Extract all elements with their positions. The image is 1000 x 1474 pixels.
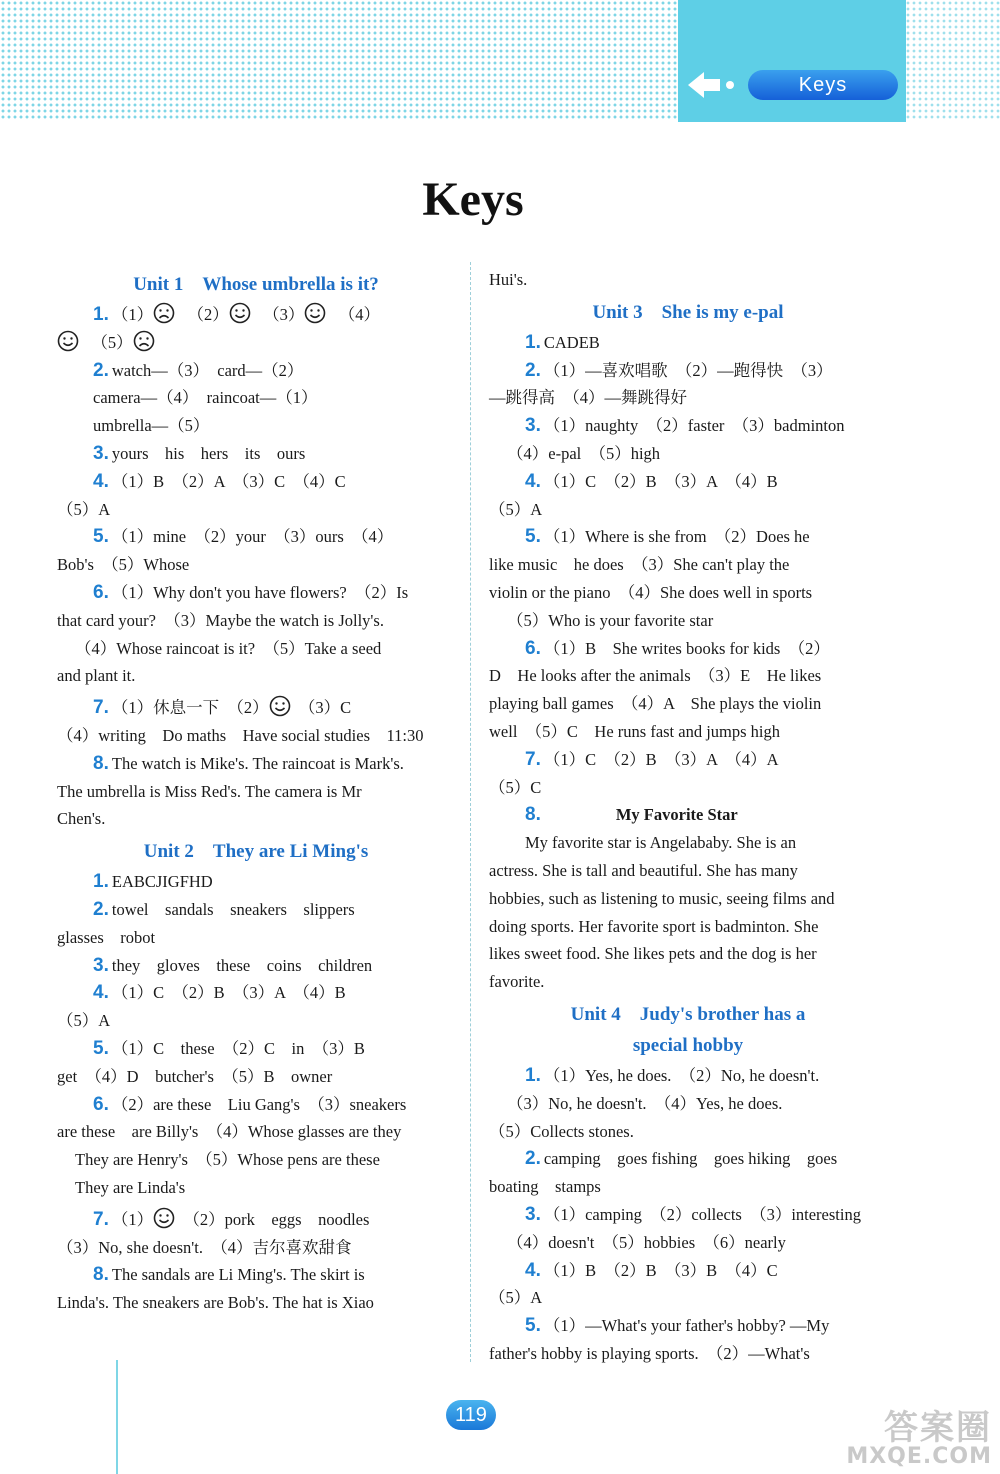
- margin-line: [116, 1360, 118, 1474]
- dot-pattern-header: [0, 0, 680, 120]
- watermark-text: 答案圈: [884, 1408, 992, 1448]
- answer-1-7-cont: （4）writing Do maths Have social studies 11:30: [57, 725, 424, 745]
- answer-1-6-cont: and plant it.: [57, 666, 136, 686]
- answer-3-4: 4. （1）C （2）B （3）A （4）B: [525, 470, 778, 492]
- unit-2-heading: Unit 2 They are Li Ming's: [143, 841, 369, 863]
- answer-4-4-cont: （5）A: [489, 1288, 543, 1308]
- unit-4-heading-cont: special hobby: [632, 1034, 744, 1056]
- answer-4-3: 3. （1）camping （2）collects （3）interesting: [525, 1203, 861, 1225]
- essay-line: actress. She is tall and beautiful. She has many: [489, 860, 798, 880]
- answer-2-8-end: Hui's.: [489, 270, 528, 289]
- answer-3-8: 8. My Favorite Star: [525, 804, 738, 826]
- answer-3-3-cont: （4）e-pal （5）high: [507, 443, 661, 463]
- unit-1-heading: Unit 1 Whose umbrella is it?: [133, 274, 379, 295]
- answer-1-8-cont: The umbrella is Miss Red's. The camera is Mr: [57, 781, 362, 801]
- answer-4-1: 1. （1）Yes, he does. （2）No, he doesn't.: [525, 1064, 820, 1086]
- smiley-face-icon: [153, 1207, 175, 1229]
- answer-1-2: 2. watch—（3） card—（2）: [93, 359, 304, 381]
- answer-2-7: 7. （1） （2）pork eggs noodles: [93, 1208, 370, 1230]
- answer-3-5-cont: violin or the piano （4）She does well in sports: [489, 582, 813, 602]
- answer-3-2-cont: —跳得高 （4）—舞跳得好: [489, 388, 687, 408]
- answer-2-8: 8. The sandals are Li Ming's. The skirt is: [93, 1264, 365, 1286]
- answer-4-1-cont: （5）Collects stones.: [489, 1121, 634, 1141]
- answer-3-6-cont: D He looks after the animals （3）E He likes: [489, 666, 822, 686]
- smiley-face-icon: [269, 695, 291, 717]
- answer-2-2-cont: glasses robot: [57, 927, 156, 947]
- answer-4-4: 4. （1）B （2）B （3）B （4）C: [525, 1259, 778, 1281]
- essay-line: likes sweet food. She likes pets and the dog is her: [489, 944, 817, 964]
- answer-2-6-cont: are these are Billy's （4）Whose glasses are they: [57, 1122, 402, 1142]
- answer-3-5: 5. （1）Where is she from （2）Does he: [525, 526, 810, 548]
- answer-2-3: 3. they gloves these coins children: [93, 954, 373, 976]
- right-column: [489, 266, 887, 1368]
- essay-title: My Favorite Star: [615, 805, 738, 825]
- watermark-url: MXQE.COM: [846, 1444, 992, 1469]
- answer-4-5-cont: father's hobby is playing sports. （2）—What's: [489, 1343, 810, 1363]
- answer-1-6-cont: that card your? （3）Maybe the watch is Jolly's.: [57, 610, 384, 630]
- answer-2-7-cont: （3）No, she doesn't. （4）吉尔喜欢甜食: [57, 1237, 352, 1257]
- answer-2-1: 1. EABCJIGFHD: [93, 871, 213, 893]
- back-arrow-icon: [686, 68, 736, 102]
- keys-section-tab[interactable]: Keys: [748, 70, 898, 100]
- answer-1-3: 3. yours his hers its ours: [93, 442, 306, 464]
- answer-1-2-cont: camera—（4） raincoat—（1）: [93, 388, 318, 408]
- answer-2-4-cont: （5）A: [57, 1011, 111, 1031]
- answer-1-5: 5. （1）mine （2）your （3）ours （4）: [93, 526, 394, 548]
- watermark-logo: [846, 1398, 1000, 1474]
- smiley-face-icon: [229, 302, 251, 324]
- answer-1-4-cont: （5）A: [57, 499, 111, 519]
- answer-4-2-cont: boating stamps: [489, 1177, 601, 1197]
- answer-1-5-cont: Bob's （5）Whose: [57, 555, 190, 575]
- answer-1-6: 6. （1）Why don't you have flowers? （2）Is: [93, 581, 409, 603]
- answer-3-1: 1. CADEB: [525, 331, 600, 353]
- answer-3-2: 2. （1）—喜欢唱歌 （2）—跑得快 （3）: [525, 359, 833, 381]
- unit-4-heading: Unit 4 Judy's brother has a: [570, 1003, 806, 1025]
- answer-1-4: 4. （1）B （2）A （3）C （4）C: [93, 470, 346, 492]
- sad-face-icon: [153, 302, 175, 324]
- answer-1-8: 8. The watch is Mike's. The raincoat is Mark's.: [93, 752, 404, 774]
- essay-line: doing sports. Her favorite sport is badminton. She: [489, 916, 819, 936]
- left-column: [57, 266, 455, 1317]
- answer-2-4: 4. （1）C （2）B （3）A （4）B: [93, 982, 346, 1004]
- column-divider: [470, 262, 471, 1362]
- answer-2-5-cont: get （4）D butcher's （5）B owner: [57, 1066, 333, 1086]
- answer-3-5-cont: （5）Who is your favorite star: [507, 610, 714, 630]
- answer-3-4-cont: （5）A: [489, 499, 543, 519]
- answer-1-1: 1. （1） （2） （3） （4）: [93, 304, 380, 325]
- header-tab-box: [678, 0, 906, 122]
- answer-2-6-cont: They are Linda's: [75, 1177, 186, 1197]
- answer-4-1-cont: （3）No, he doesn't. （4）Yes, he does.: [507, 1093, 783, 1113]
- answer-3-6-cont: playing ball games （4）A She plays the violin: [489, 694, 822, 714]
- answer-3-7: 7. （1）C （2）B （3）A （4）A: [525, 748, 779, 770]
- page-title: Keys: [422, 173, 524, 226]
- answer-2-5: 5. （1）C these （2）C in （3）B: [93, 1037, 365, 1059]
- essay-line: hobbies, such as listening to music, seeing films and: [489, 888, 835, 908]
- item-number: 1.: [93, 304, 109, 325]
- answer-2-2: 2. towel sandals sneakers slippers: [93, 898, 355, 920]
- answer-2-8-cont: Linda's. The sneakers are Bob's. The hat is Xiao: [57, 1293, 374, 1313]
- answer-3-3: 3. （1）naughty （2）faster （3）badminton: [525, 415, 845, 437]
- answer-3-6: 6. （1）B She writes books for kids （2）: [525, 637, 830, 659]
- smiley-face-icon: [304, 302, 326, 324]
- essay-line: My favorite star is Angelababy. She is an: [525, 833, 797, 853]
- answer-4-3-cont: （4）doesn't （5）hobbies （6）nearly: [507, 1232, 786, 1252]
- answer-4-2: 2. camping goes fishing goes hiking goes: [525, 1148, 838, 1170]
- answer-1-2-cont: umbrella—（5）: [93, 416, 210, 436]
- answer-1-1-cont: （5）: [57, 329, 455, 357]
- answer-3-6-cont: well （5）C He runs fast and jumps high: [489, 721, 781, 741]
- unit-3-heading: Unit 3 She is my e-pal: [592, 301, 784, 323]
- sad-face-icon: [133, 330, 155, 352]
- answer-1-8-cont: Chen's.: [57, 809, 106, 829]
- answer-1-7: 7. （1）休息一下 （2） （3）C: [93, 697, 352, 719]
- essay-line: favorite.: [489, 972, 545, 992]
- answer-3-7-cont: （5）C: [489, 777, 542, 797]
- answer-3-5-cont: like music he does （3）She can't play the: [489, 555, 790, 575]
- page-number: 119: [446, 1400, 496, 1430]
- answer-2-6-cont: They are Henry's （5）Whose pens are these: [75, 1150, 380, 1170]
- answer-1-6-cont: （4）Whose raincoat is it? （5）Take a seed: [75, 638, 382, 658]
- answer-4-5: 5. （1）—What's your father's hobby? —My: [525, 1315, 830, 1337]
- dot-pattern-header-right: [905, 0, 1000, 120]
- smiley-face-icon: [57, 330, 79, 352]
- answer-2-6: 6. （2）are these Liu Gang's （3）sneakers: [93, 1093, 407, 1115]
